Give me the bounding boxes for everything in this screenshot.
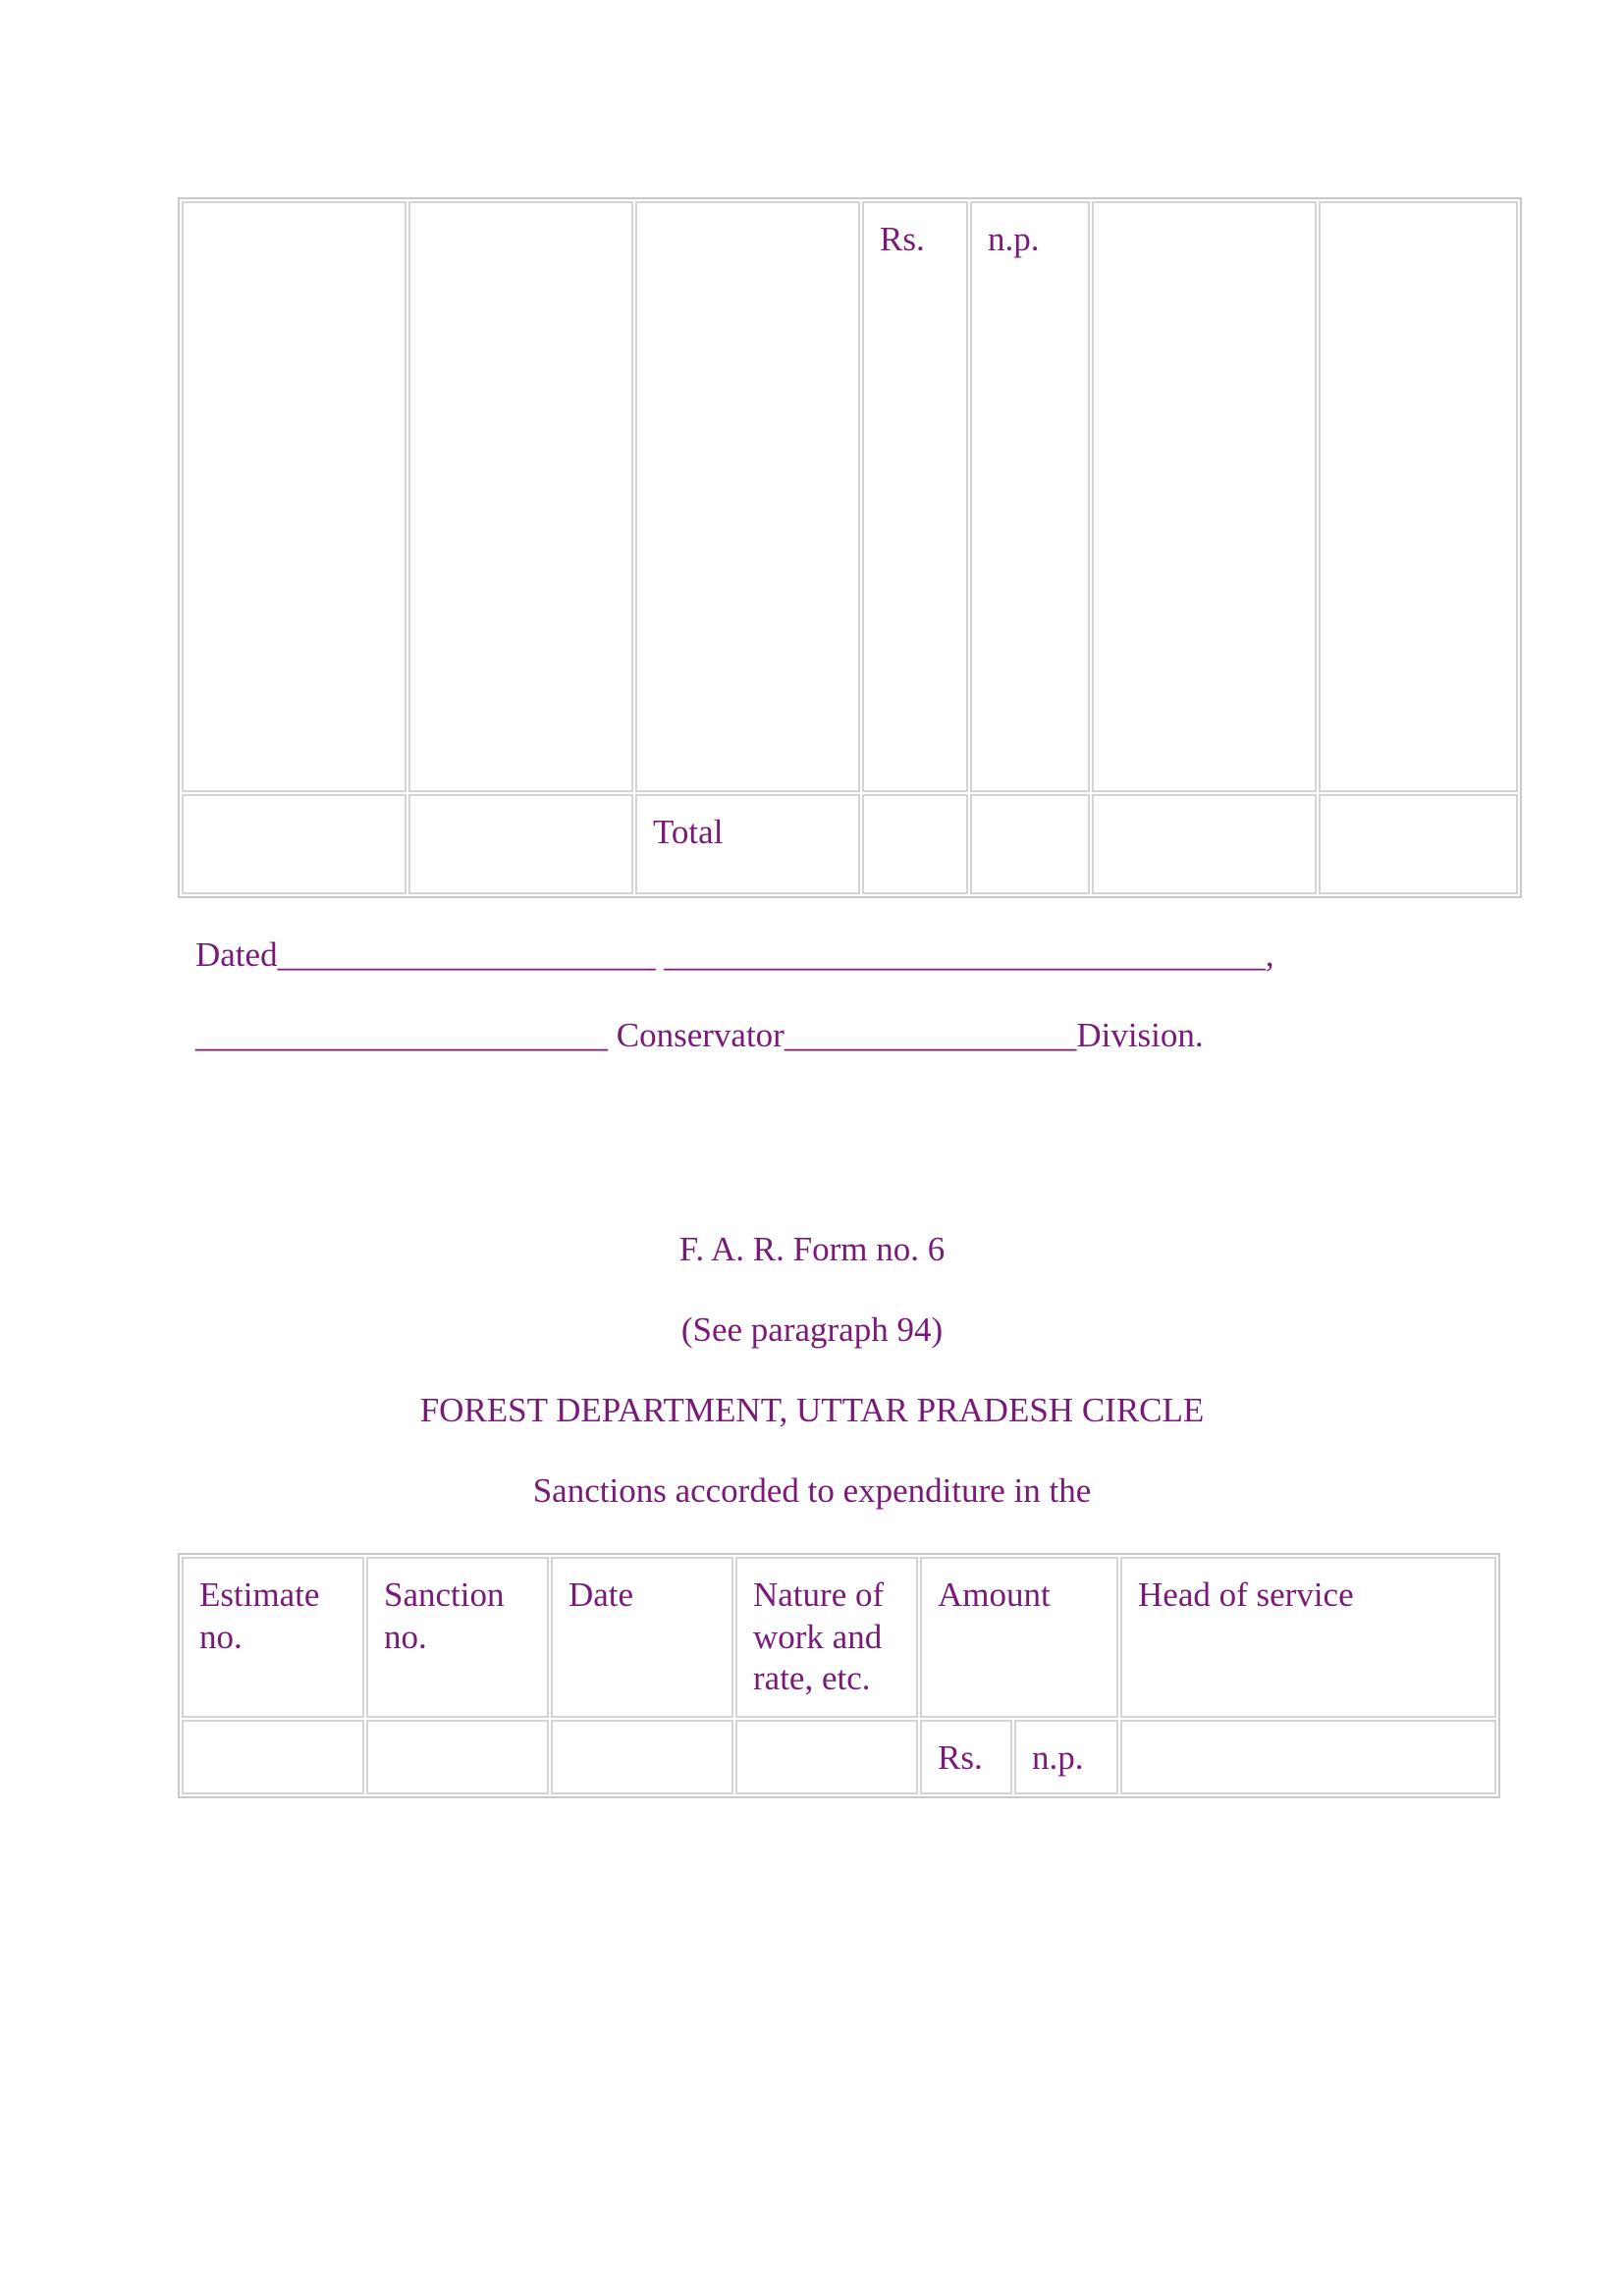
table-cell bbox=[1319, 794, 1518, 894]
table-header-row bbox=[182, 1557, 1496, 1718]
table-cell bbox=[1092, 794, 1317, 894]
table-cell bbox=[635, 201, 860, 792]
sanctions-table bbox=[178, 1553, 1500, 1798]
form-number-title: F. A. R. Form no. 6 bbox=[678, 1230, 946, 1268]
nature-of-work-header: Nature of work and rate, etc. bbox=[735, 1557, 918, 1718]
rupees-column-label: Rs. bbox=[862, 201, 968, 792]
table-cell bbox=[551, 1720, 733, 1794]
table-cell bbox=[408, 794, 633, 894]
naye-paise-column-label: n.p. bbox=[970, 201, 1090, 792]
table-row bbox=[182, 1720, 1496, 1794]
total-label: Total bbox=[635, 794, 860, 894]
conservator-line: ________________________ Conservator_________________Division. bbox=[195, 1016, 1204, 1054]
paragraph-reference: (See paragraph 94) bbox=[680, 1310, 944, 1349]
dated-line: Dated______________________ ___________________________________, bbox=[195, 935, 1274, 974]
total-row bbox=[182, 794, 1518, 894]
table-cell bbox=[1092, 201, 1317, 792]
sanction-no-header: Sanction no. bbox=[366, 1557, 549, 1718]
rupees-column-label: Rs. bbox=[920, 1720, 1012, 1794]
head-of-service-header: Head of service bbox=[1120, 1557, 1496, 1718]
table-cell bbox=[408, 201, 633, 792]
expenditure-table bbox=[178, 197, 1522, 898]
sanctions-caption: Sanctions accorded to expenditure in the bbox=[532, 1471, 1092, 1510]
naye-paise-column-label: n.p. bbox=[1014, 1720, 1118, 1794]
table-cell bbox=[970, 794, 1090, 894]
table-cell bbox=[182, 1720, 364, 1794]
amount-header: Amount bbox=[920, 1557, 1118, 1718]
table-cell bbox=[862, 794, 968, 894]
estimate-no-header: Estimate no. bbox=[182, 1557, 364, 1718]
date-header: Date bbox=[551, 1557, 733, 1718]
table-cell bbox=[1120, 1720, 1496, 1794]
table-cell bbox=[182, 794, 406, 894]
table-cell bbox=[182, 201, 406, 792]
department-heading: FOREST DEPARTMENT, UTTAR PRADESH CIRCLE bbox=[419, 1391, 1205, 1429]
table-cell bbox=[366, 1720, 549, 1794]
table-row bbox=[182, 201, 1518, 792]
table-cell bbox=[735, 1720, 918, 1794]
table-cell bbox=[1319, 201, 1518, 792]
